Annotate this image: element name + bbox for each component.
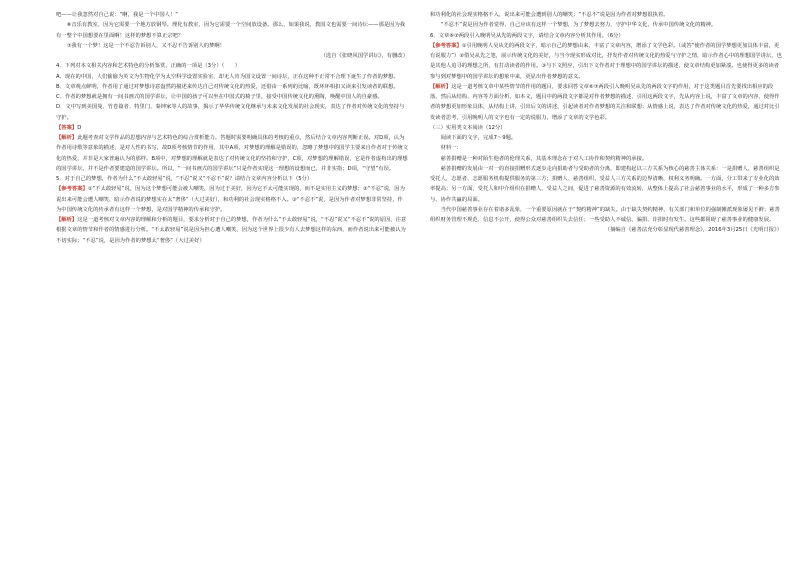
paragraph: 吧——让我忽然对自己说：“啊，我是一个中国人！” <box>56 12 179 18</box>
left-column <box>56 10 408 246</box>
question-6: 6．文章⑥⑦两段引入晚明吴从先的两段文字，请结合文章内容分析其作用。（6分） <box>430 32 624 39</box>
option-a: A．现在的中国，人们偷偷为英文为生物化学为太空科学设置实验室，却无人肯为国文设置一间诗坛，正在这种不正常不合理下诞生了作者的梦想。 <box>56 73 399 80</box>
paragraph: 慈善捐赠是一种对陌生他者的伦理关系，其基本理念在于对人工协作和契约精神的承接。 <box>440 155 648 162</box>
analysis-text: 此题考查对文学作品的思想内容与艺术特色的综合赏析能力。答题时需要明确具体的考核的重点，然后结合文章内容判断正误。对D项，认为作者用诗歌等意象的描述，是对人性的书写，故D项考核情节的作用，其中A项，对梦想的理解是错误的，忽略了梦想中的国学主要来自作者对于传统文化的热爱，并非是大家普遍认为的那样。B项中，对梦想的理解就是表达了对传统文化的坚持和守护，C项，对梦想的理解错误，它是作者虚构出的理想的国学讲坛，并不是作者要建造的国学讲坛。所以，“一间书画式的国学讲坛”只是作者实现这一理想的设想而已，并非实指；D项，“守望”有误。 <box>56 135 409 172</box>
analysis-text: 这是一道考核文章中某些情节的作用的题目，要求回答文章⑥⑦两段引入晚明吴从先的两段文字的作用，对于这类题目首先要找出相应的段落，然后从结构、内容等方面分析，如本文，题目中的两段文字都是对作者梦想的描述，引用这两段文字，先从内容上说，丰富了文章的内容，使得作者的梦想更加形象具体，从结构上讲，引出后文的讲述，引起读者对作者梦想的关注和联想；从情感上说，表达了作者对传统文化的热爱，通过对比引发读者思考，引用晚明人的文字也有一定的说服力，增添了文章的文学色彩。 <box>430 83 780 121</box>
answer-text: ①“不太敢轻易”说，因为这个梦想可能会被人嘲笑，因为过于美好，因为它不太可能实现的，而不是实用主义的梦想；②“不忍”说，因为说出来可能会遭人嘲笑，暗示作者说的梦想实在太“奢侈”（大过美好），和功利的社会现实格格不入。③“不忍不”说，是因为作者对梦想非常坚持，作为中国传统文化的传承者有这样一个梦想，是对国学精神的传承和守护。 <box>56 186 405 213</box>
analysis-text: 这是一道考核对文章内容的理解和分析的题目，要求分析对于自己的梦想，作者为什么“不太敢轻易”说，“不忍”说又“不忍不”说的原因，注意根据文章的情节和作者的情感进行分析。“不太敢轻易”说是因为担心遭人嘲笑，因为这个世界上很少有人去梦想这样的东西，而作者说出来可能被认为不切实际；“不忍”说，是因为作者的梦想太“奢侈”（大过美好） <box>56 217 407 244</box>
analysis-tag: 【解析】 <box>56 217 78 223</box>
paragraph: 慈善捐赠的发展由一对一的直接捐赠形式逐步走向捐助者与受助者的分离，即建构起以三方关系为核心的慈善主体关系：一是捐赠人，慈善组织是受托人，志愿者、志愿服务机构提供服务的第三方；捐赠人、慈善组织、受益人三方关系的边界清晰，权利义务明确。一方面，分工带来了专业化的效率提高；另一方面，受托人和中介组织在捐赠人、受益人之间，促进了慈善资源的有效流转，从整体上提高了社会慈善事业的水平，形成了一种多方参与、协作共赢的局面。 <box>430 165 780 203</box>
paragraph: “不忍不”说是因为作者觉得，自己应该有这样一个梦想，为了梦想去努力，守护中华文化，传承中国传统文化的精神。 <box>440 22 717 29</box>
answer-tag: 【参考答案】 <box>56 186 88 193</box>
analysis-tag: 【解析】 <box>430 83 452 90</box>
paragraph: ⑦我有一个梦！这是一个不忍告诉别人，又不忍不告诉别人的梦啊！ <box>66 42 225 49</box>
paragraph: 当代中国慈善事业存在着诸多乱象，一个重要原因就在于“契约精神”的缺失。由于缺失契约精神，有关部门和单位的强制摊派现象屡见不鲜；慈善组织财务管理不规范、信息不公开，使得公众对慈善组织失去信任；一些受助人不诚信，骗捐、诈捐时有发生。这些都阻碍了慈善事业的健康发展。 <box>430 206 780 223</box>
material-label: 材料一： <box>440 145 462 152</box>
paragraph: ⑥音乐有教室，因为它需要一个地方放钢琴。理化有教室，因为它需要一个空间放设备。那么，如果我说，教国文也需要一间诗坛——那是因为我有一整个中国想要在里面啊！这样的梦想不算正宗吧？ <box>56 22 406 39</box>
answer-tag: 【答案】 <box>56 124 78 131</box>
right-column <box>430 10 782 236</box>
answer-tag: 【参考答案】 <box>430 42 462 49</box>
option-c: C．作者的梦想就是拥有一间书画式的国学讲坛，让中国的孩子可以坐在中国式的椅子里，接受中国传统文化的熏陶，唤醒中国人的自豪感。 <box>56 94 383 100</box>
answer-5 <box>56 184 408 215</box>
analysis-5 <box>56 215 408 246</box>
answer-4 <box>56 123 408 133</box>
source-note: （选自《张晓风国学讲坛》，有删改） <box>320 53 408 59</box>
analysis-4 <box>56 133 408 174</box>
answer-6 <box>430 41 782 82</box>
option-b: B．文章观点鲜明，作者用了通过对梦想诗意盎然的描述来传达自己对传统文化的热爱，还借由一系列的比喻，既环环相扣又读来引发读者的联想。 <box>56 83 399 90</box>
answer-text: D <box>77 124 82 131</box>
source-note: （摘编自《慈善法充分彰显现代慈善理念》，2016年3月25日《光明日报》） <box>604 227 782 234</box>
section-heading: （三）实用类文本阅读（12分） <box>430 124 506 131</box>
option-d: D．文中写到美国曼、竹卷篇者、特里门、秦坤家等人的故事，揭示了华华传统文化继承与未来文化发展的社会现实，表达了作者对传统文化的坚持与守护。 <box>56 104 405 121</box>
analysis-tag: 【解析】 <box>56 135 78 141</box>
question-5: 5．对于自己的梦想，作者为什么“不太敢轻易”说，“不忍”说又“不忍不”说？请结合文章内容分析以下（5分） <box>56 176 313 182</box>
answer-text: ①引用晚明人吴从先的两段文字，暗示自己的梦想由来，丰富了文章内容，增添了文学色彩。（或答“使作者的国学梦想更加具体丰富，更有说服力”）②借吴从先之笔，展示传统文化的美好，与当今现实形成对比，抒发作者对传统文化的热爱与守护之情，暗示作者心中的理想国学讲坛，也是其他人追寻的理想之所，有打动读者的作用。③与下文照应，引出下文作者对于理想中的国学讲坛的描述，使文章结构更加紧凑。也使得更多的读者参与到对梦想中的国学讲坛的想象中来，更显出作者梦想的意义。 <box>430 42 782 80</box>
question-4: 4．下列对本文相关内容和艺术特色的分析鉴赏，正确的一项是（3分）（ ） <box>56 63 241 70</box>
section-instruction: 阅读下面的文字，完成7～9题。 <box>440 135 517 141</box>
paragraph: 和功利化的社会现实格格不入，说出来可能会遭到别人的嘲笑；“不忍不”说是因为作者对梦想很执着。 <box>430 12 669 18</box>
analysis-6 <box>430 82 782 123</box>
